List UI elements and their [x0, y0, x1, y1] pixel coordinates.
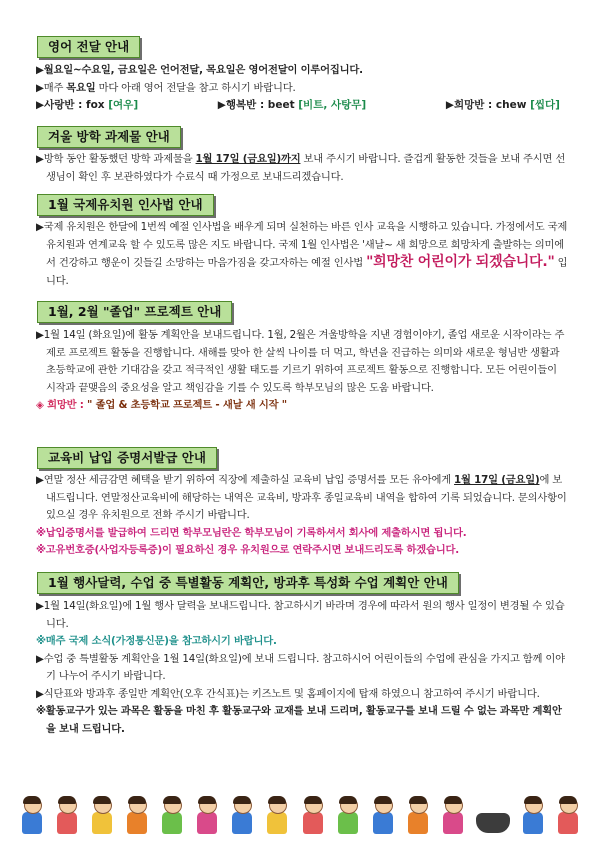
child-figure-icon — [55, 797, 79, 835]
child-figure-icon — [336, 797, 360, 835]
section-heading-tuition-certificate: 교육비 납입 증명서발급 안내 — [37, 447, 217, 469]
child-figure-icon — [441, 797, 465, 835]
tuition-text: ▶연말 정산 세금감면 혜택을 받기 위하여 직장에 제출하실 교육비 납입 증명서를 모든 유아에게 1월 17일 (금요일)에 보내드립니다. 연말정산교육비에 해당하는 내역은 교육비, 방과후 종일교육비 내역을 합하여 기록 되었습니다. 문의사항이 있으실 경우 유치원으로 전화 주시기 바랍니다. — [36, 474, 567, 521]
schedule-line-4: ▶식단표와 방과후 종일반 계획안(오후 간식표)는 키즈노트 및 홈페이지에 탑재 하였으니 참고하여 주시기 바랍니다. — [36, 687, 540, 700]
footer-children-illustration — [20, 795, 580, 835]
graduation-text: ▶1월 14일 (화요일)에 활동 계획안을 보내드립니다. 1월, 2월은 겨울방학을 지낸 경험이야기, 졸업 새로운 시작이라는 주제로 프로젝트 활동을 진행합니다. 새해를 맞아 한 살씩 나이를 더 먹고, 학년을 진급하는 의미와 새로운 형님반 생활과 초등학교에 관한 기대감을 갖고 적극적인 생활 태도를 기르기 위하여 프로젝트 활동으로 진행합니다. 모든 어린이들이 시작과 끝맺음의 중요성을 알고 책임감을 기를 수 있도록 학부모님의 많은 도움 바랍니다. — [36, 329, 565, 394]
schedule-line-1: ▶1월 14일(화요일)에 1월 행사 달력을 보내드립니다. 참고하시기 바라며 경우에 따라서 원의 행사 일정이 변경될 수 있습니다. — [36, 600, 565, 630]
english-line-2: ▶매주 목요일 마다 아래 영어 전달을 참고 하시기 바랍니다. — [36, 81, 296, 94]
schedule-line-2: ※매주 국제 소식(가정통신문)을 참고하시기 바랍니다. — [36, 635, 277, 647]
section-english-body — [36, 62, 568, 115]
class-hope-word: ▶희망반 : chew [씹다] — [445, 99, 560, 111]
child-figure-icon — [265, 797, 289, 835]
child-figure-icon — [20, 797, 44, 835]
english-class-words — [36, 97, 568, 115]
section-tuition-body — [36, 472, 568, 560]
tuition-note-1: ※납입증명서를 발급하여 드리면 학부모님란은 학부모님이 기록하셔서 회사에 제출하시면 됩니다. — [36, 526, 467, 539]
section-homework-body — [36, 151, 568, 186]
child-figure-icon — [125, 797, 149, 835]
child-figure-icon — [160, 797, 184, 835]
section-greeting-body — [36, 219, 568, 290]
section-heading-graduation: 1월, 2월 "졸업" 프로젝트 안내 — [37, 301, 232, 323]
child-figure-icon — [301, 797, 325, 835]
section-heading-greeting: 1월 국제유치원 인사법 안내 — [37, 194, 214, 216]
tuition-note-2: ※고유번호증(사업자등록증)이 필요하신 경우 유치원으로 연락주시면 보내드리도록 하겠습니다. — [36, 544, 459, 556]
section-heading-schedule: 1월 행사달력, 수업 중 특별활동 계획안, 방과후 특성화 수업 계획안 안내 — [37, 572, 459, 594]
section-heading-english: 영어 전달 안내 — [37, 36, 140, 58]
child-figure-icon — [556, 797, 580, 835]
greeting-text: ▶국제 유치원은 한달에 1번씩 예절 인사법을 배우게 되며 실천하는 바른 인사 교육을 시행하고 있습니다. 가정에서도 국제유치원과 연계교육 할 수 있도록 많은 지도 바랍니다. 국제 1월 인사법은 '새날~ 새 희망으로 희망차게 출발하는 의미에서 건강하고 행운이 깃들길 소망하는 마음가짐을 갖고자하는 예절 인사법 "희망찬 어린이가 되겠습니다." 입니다. — [36, 221, 568, 287]
child-figure-icon — [230, 797, 254, 835]
class-love-word: ▶사랑반 : fox [여우] — [36, 99, 139, 111]
section-heading-homework: 겨울 방학 과제물 안내 — [37, 126, 181, 148]
child-figure-icon — [90, 797, 114, 835]
section-graduation-body — [36, 327, 568, 415]
class-happy-word: ▶행복반 : beet [비트, 사탕무] — [217, 99, 367, 111]
child-figure-icon — [195, 797, 219, 835]
pot-icon — [476, 813, 510, 833]
child-figure-icon — [371, 797, 395, 835]
homework-text: ▶방학 동안 활동했던 방학 과제물을 1월 17일 (금요일)까지 보내 주시기 바랍니다. 즐겁게 활동한 것들을 보내 주시면 선생님이 확인 후 보관하였다가 수료식 때 가정으로 보내드리겠습니다. — [36, 153, 566, 183]
section-schedule-body — [36, 598, 568, 738]
child-figure-icon — [406, 797, 430, 835]
schedule-line-5: ※활동교구가 있는 과목은 활동을 마친 후 활동교구와 교재를 보내 드리며, 활동교구를 보내 드릴 수 없는 과목만 계획안을 보내 드립니다. — [36, 705, 562, 735]
schedule-line-3: ▶수업 중 특별활동 계획안을 1월 14일(화요일)에 보내 드립니다. 참고하시어 어린이들의 수업에 관심을 가지고 함께 이야기 나누어 주시기 바랍니다. — [36, 652, 565, 682]
graduation-hope-class: ◈ 희망반 : " 졸업 & 초등학교 프로젝트 - 새날 새 시작 " — [36, 399, 287, 411]
child-figure-icon — [521, 797, 545, 835]
english-line-1: ▶월요일~수요일, 금요일은 언어전달, 목요일은 영어전달이 이루어집니다. — [36, 64, 363, 76]
